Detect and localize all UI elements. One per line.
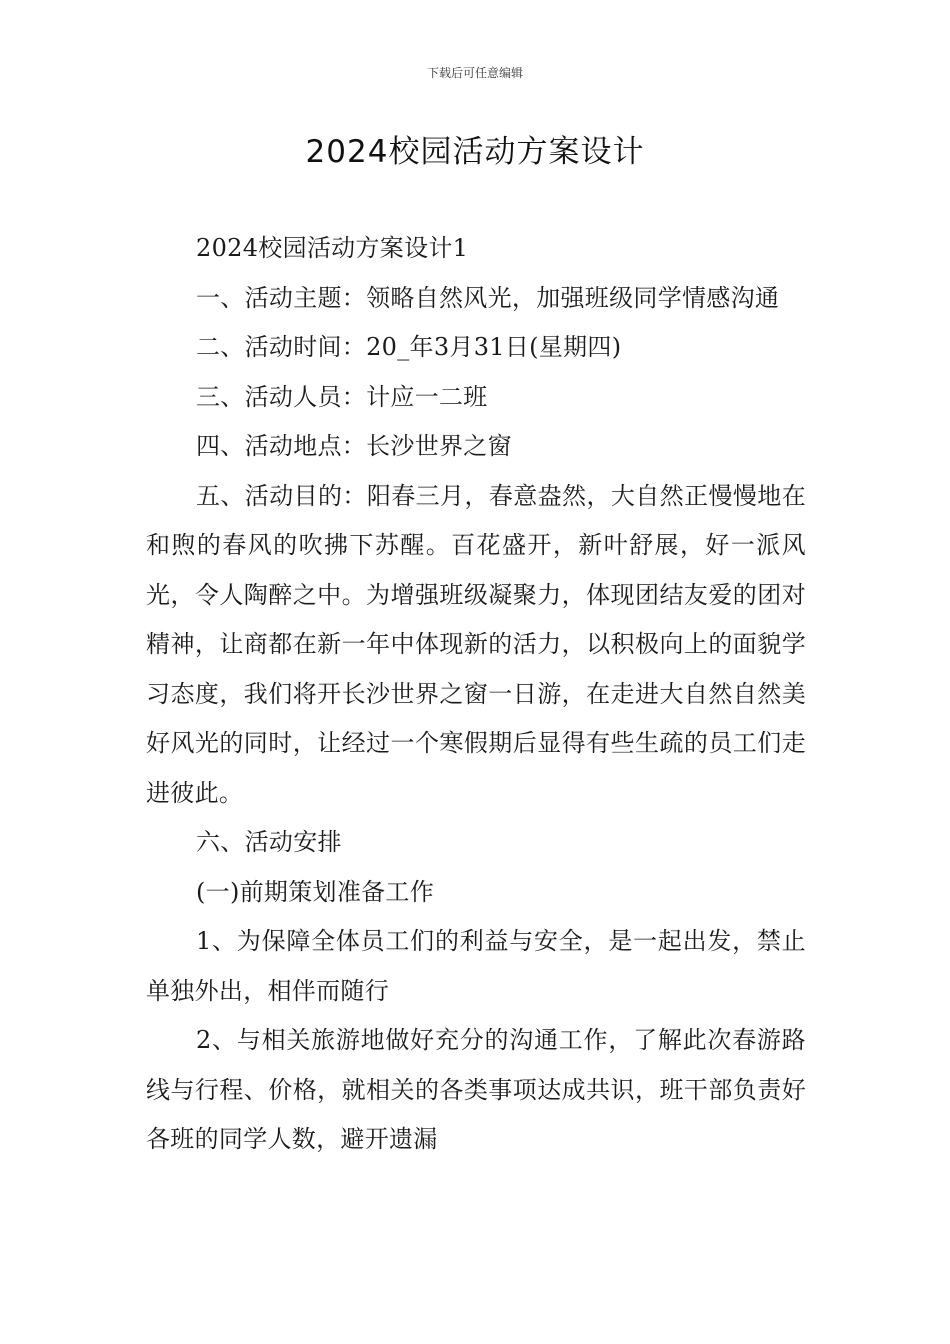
paragraph-item-1: 1、为保障全体员工们的利益与安全，是一起出发，禁止单独外出，相伴而随行 [146,927,806,1005]
paragraph-location: 四、活动地点：长沙世界之窗 [196,432,512,460]
paragraph-purpose: 五、活动目的：阳春三月，春意盎然，大自然正慢慢地在和煦的春风的吹拂下苏醒。百花盛开，新叶舒展，好一派风光，令人陶醉之中。为增强班级凝聚力，体现团结友爱的团对精神，让商都在新一年中体现新的活力，以积极向上的面貌学习态度，我们将开长沙世界之窗一日游，在走进大自然自然美好风光的同时，让经过一个寒假期后显得有些生疏的员工们走进彼此。 [146,481,806,807]
paragraph-preparation: (一)前期策划准备工作 [196,877,435,906]
document-body [146,224,806,1165]
paragraph-theme: 一、活动主题：领略自然风光，加强班级同学情感沟通 [196,283,780,312]
paragraph-time: 二、活动时间：20_年3月31日(星期四) [196,333,622,361]
paragraph-people: 三、活动人员：计应一二班 [196,382,488,411]
paragraph-arrangement: 六、活动安排 [196,828,342,856]
document-title: 2024校园活动方案设计 [305,134,645,170]
header-note: 下载后可任意编辑 [426,66,523,80]
paragraph-subtitle: 2024校园活动方案设计1 [196,234,469,262]
paragraph-item-2: 2、与相关旅游地做好充分的沟通工作，了解此次春游路线与行程、价格，就相关的各类事项达成共识，班干部负责好各班的同学人数，避开遗漏 [146,1026,806,1153]
